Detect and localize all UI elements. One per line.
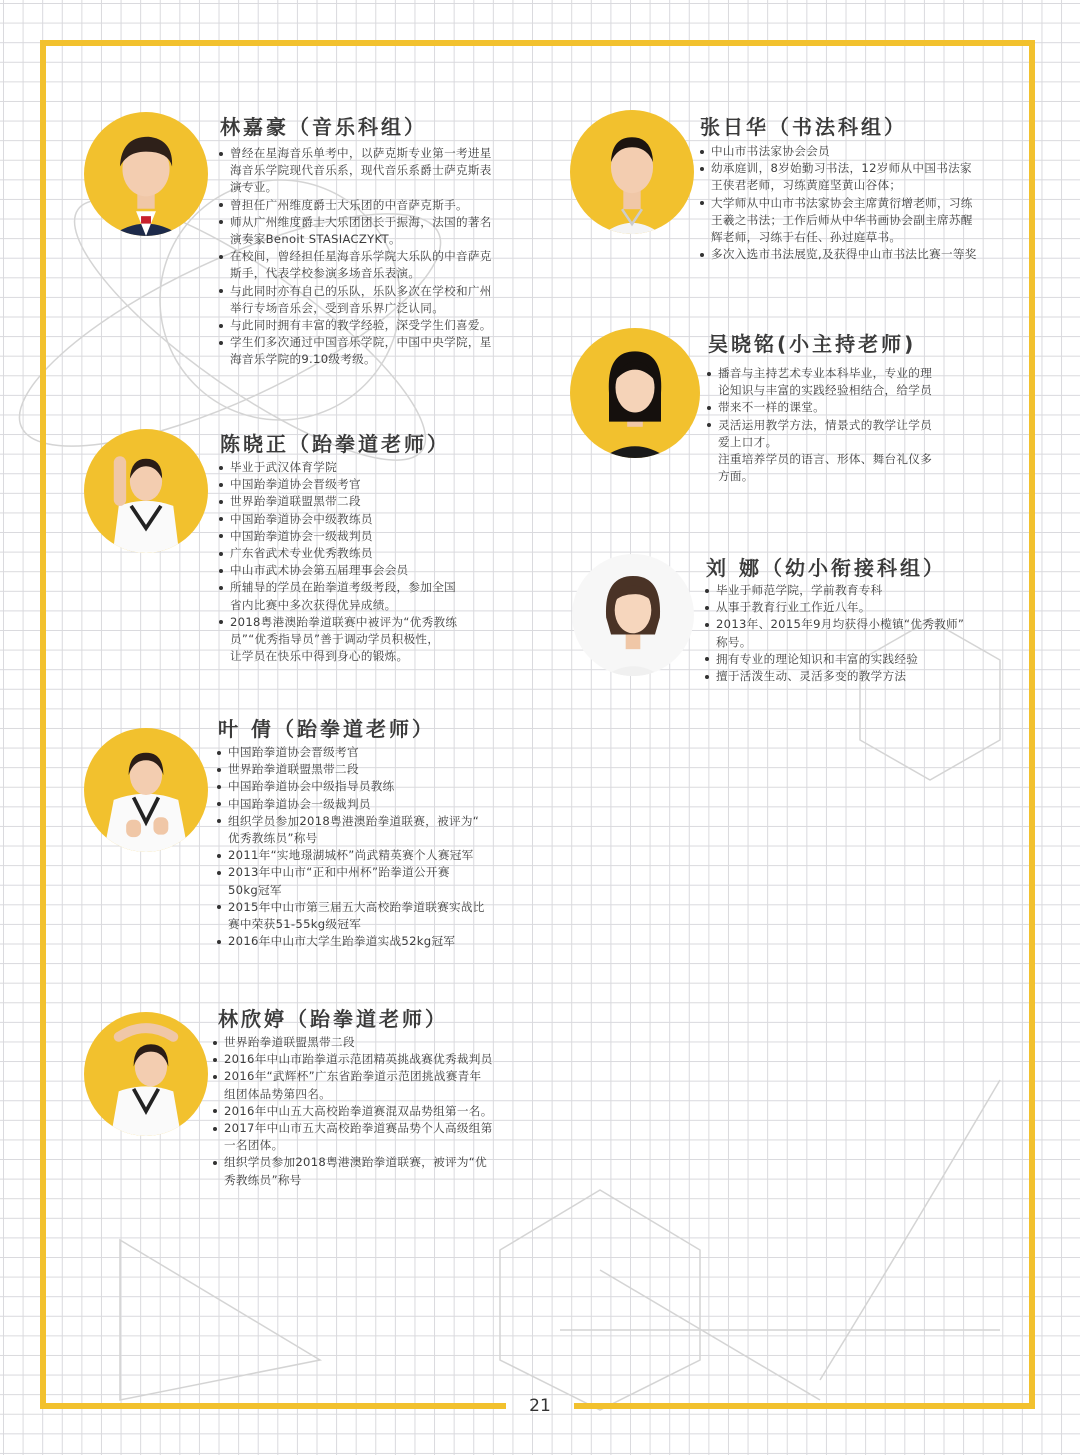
bullet-item: 2016年中山市大学生跆拳道实战52kg冠军 <box>216 933 536 950</box>
bullet-item: 带来不一样的课堂。 <box>706 399 1006 416</box>
bullet-item: 中国跆拳道协会晋级考官 <box>218 476 538 493</box>
bullet-item: 幼承庭训，8岁始勤习书法，12岁师从中国书法家 王侠君老师，习练黄庭坚黄山谷体； <box>699 160 1019 194</box>
teacher-photo <box>572 554 694 676</box>
teacher-name: 张日华（书法科组） <box>700 115 907 139</box>
teacher-bullet-list <box>218 459 538 665</box>
bullet-item: 2013年中山市“正和中州杯”跆拳道公开赛 50kg冠军 <box>216 864 536 898</box>
page-number: 21 <box>529 1396 551 1416</box>
bullet-item: 从事于教育行业工作近八年。 <box>704 599 1014 616</box>
teacher-bullet-list <box>218 145 538 369</box>
teacher-photo <box>84 728 208 852</box>
teacher-bullet-list <box>706 365 1006 485</box>
bullet-item: 世界跆拳道联盟黑带二段 <box>216 761 536 778</box>
teacher-photo <box>84 1012 208 1136</box>
bullet-item: 中山市书法家协会会员 <box>699 143 1019 160</box>
bullet-item: 2011年“实地璟湖城杯”尚武精英赛个人赛冠军 <box>216 847 536 864</box>
bullet-item: 学生们多次通过中国音乐学院，中国中央学院，星 海音乐学院的9.10级考级。 <box>218 334 538 368</box>
bullet-item: 世界跆拳道联盟黑带二段 <box>218 493 538 510</box>
bullet-item: 擅于活泼生动、灵活多变的教学方法 <box>704 668 1014 685</box>
bullet-item: 中国跆拳道协会一级裁判员 <box>218 528 538 545</box>
bullet-item: 多次入选市书法展览,及获得中山市书法比赛一等奖 <box>699 246 1019 263</box>
portrait-avatar-icon <box>84 112 208 236</box>
bullet-item: 世界跆拳道联盟黑带二段 <box>212 1034 537 1051</box>
bullet-item: 毕业于武汉体育学院 <box>218 459 538 476</box>
bullet-item: 中国跆拳道协会中级教练员 <box>218 511 538 528</box>
teacher-photo <box>84 429 208 553</box>
teacher-bullet-list <box>216 744 536 950</box>
bullet-item: 中山市武术协会第五届理事会会员 <box>218 562 538 579</box>
bullet-item: 中国跆拳道协会中级指导员教练 <box>216 778 536 795</box>
bullet-item: 与此同时拥有丰富的教学经验，深受学生们喜爱。 <box>218 317 538 334</box>
teacher-name: 林嘉豪（音乐科组） <box>220 115 427 139</box>
teacher-photo <box>570 328 700 458</box>
portrait-avatar-icon <box>570 328 700 458</box>
bullet-item: 2016年中山五大高校跆拳道赛混双品势组第一名。 <box>212 1103 537 1120</box>
bullet-item: 播音与主持艺术专业本科毕业，专业的理 论知识与丰富的实践经验相结合，给学员 <box>706 365 1006 399</box>
bullet-item: 广东省武术专业优秀教练员 <box>218 545 538 562</box>
bullet-item: 灵活运用教学方法，情景式的教学让学员 爱上口才。 <box>706 417 1006 451</box>
teacher-name: 吴晓铭(小主持老师) <box>708 332 917 356</box>
bullet-item: 2015年中山市第三届五大高校跆拳道联赛实战比 赛中荣获51-55kg级冠军 <box>216 899 536 933</box>
portrait-avatar-icon <box>570 110 694 234</box>
bullet-item: 2013年、2015年9月均获得小榄镇“优秀教师” 称号。 <box>704 616 1014 650</box>
bullet-item: 2016年“武辉杯”广东省跆拳道示范团挑战赛青年 组团体品势第四名。 <box>212 1068 537 1102</box>
bullet-item: 2016年中山市跆拳道示范团精英挑战赛优秀裁判员 <box>212 1051 537 1068</box>
teacher-photo <box>570 110 694 234</box>
bullet-item: 所辅导的学员在跆拳道考级考段，参加全国 省内比赛中多次获得优异成绩。 <box>218 579 538 613</box>
bullet-item: 拥有专业的理论知识和丰富的实践经验 <box>704 651 1014 668</box>
teacher-bullet-list <box>699 143 1019 263</box>
bullet-item: 2018粤港澳跆拳道联赛中被评为“优秀教练 员”“优秀指导员”善于调动学员积极性， 让学员在快乐中得到身心的锻炼。 <box>218 614 538 666</box>
bullet-item: 中国跆拳道协会晋级考官 <box>216 744 536 761</box>
teacher-name: 刘 娜（幼小衔接科组） <box>706 556 946 580</box>
bottom-bar-left <box>40 1403 506 1409</box>
bottom-bar-right <box>574 1403 1035 1409</box>
portrait-avatar-icon <box>84 728 208 852</box>
bullet-item: 在校间，曾经担任星海音乐学院大乐队的中音萨克 斯手，代表学校参演多场音乐表演。 <box>218 248 538 282</box>
bullet-item: 中国跆拳道协会一级裁判员 <box>216 796 536 813</box>
portrait-avatar-icon <box>572 554 694 676</box>
teacher-name: 林欣婷（跆拳道老师） <box>218 1007 448 1031</box>
portrait-avatar-icon <box>84 429 208 553</box>
bullet-item: 2017年中山市五大高校跆拳道赛品势个人高级组第 一名团体。 <box>212 1120 537 1154</box>
teacher-name: 陈晓正（跆拳道老师） <box>220 432 450 456</box>
portrait-avatar-icon <box>84 1012 208 1136</box>
bullet-item: 毕业于师范学院，学前教育专科 <box>704 582 1014 599</box>
teacher-photo <box>84 112 208 236</box>
teacher-bullet-list <box>212 1034 537 1189</box>
bullet-item: 组织学员参加2018粤港澳跆拳道联赛，被评为“优 秀教练员”称号 <box>212 1154 537 1188</box>
bullet-item: 曾担任广州维度爵士大乐团的中音萨克斯手。 <box>218 197 538 214</box>
bullet-item: 大学师从中山市书法家协会主席黄衍增老师，习练 王羲之书法；工作后师从中华书画协会副主席苏醒 辉老师，习练于右任、孙过庭草书。 <box>699 195 1019 247</box>
bullet-item: 与此同时亦有自己的乐队，乐队多次在学校和广州 举行专场音乐会，受到音乐界广泛认同。 <box>218 283 538 317</box>
bullet-item: 注重培养学员的语言、形体、舞台礼仪多 方面。 <box>718 452 933 484</box>
bullet-item: 师从广州维度爵士大乐团团长于振海，法国的著名 演奏家Benoit STASIACZYKT。 <box>218 214 538 248</box>
teacher-name: 叶 倩（跆拳道老师） <box>218 717 435 741</box>
bullet-item: 曾经在星海音乐单考中，以萨克斯专业第一考进星 海音乐学院现代音乐系，现代音乐系爵士萨克斯表 演专业。 <box>218 145 538 197</box>
teacher-bullet-list <box>704 582 1014 685</box>
bullet-item: 组织学员参加2018粤港澳跆拳道联赛，被评为“ 优秀教练员”称号 <box>216 813 536 847</box>
